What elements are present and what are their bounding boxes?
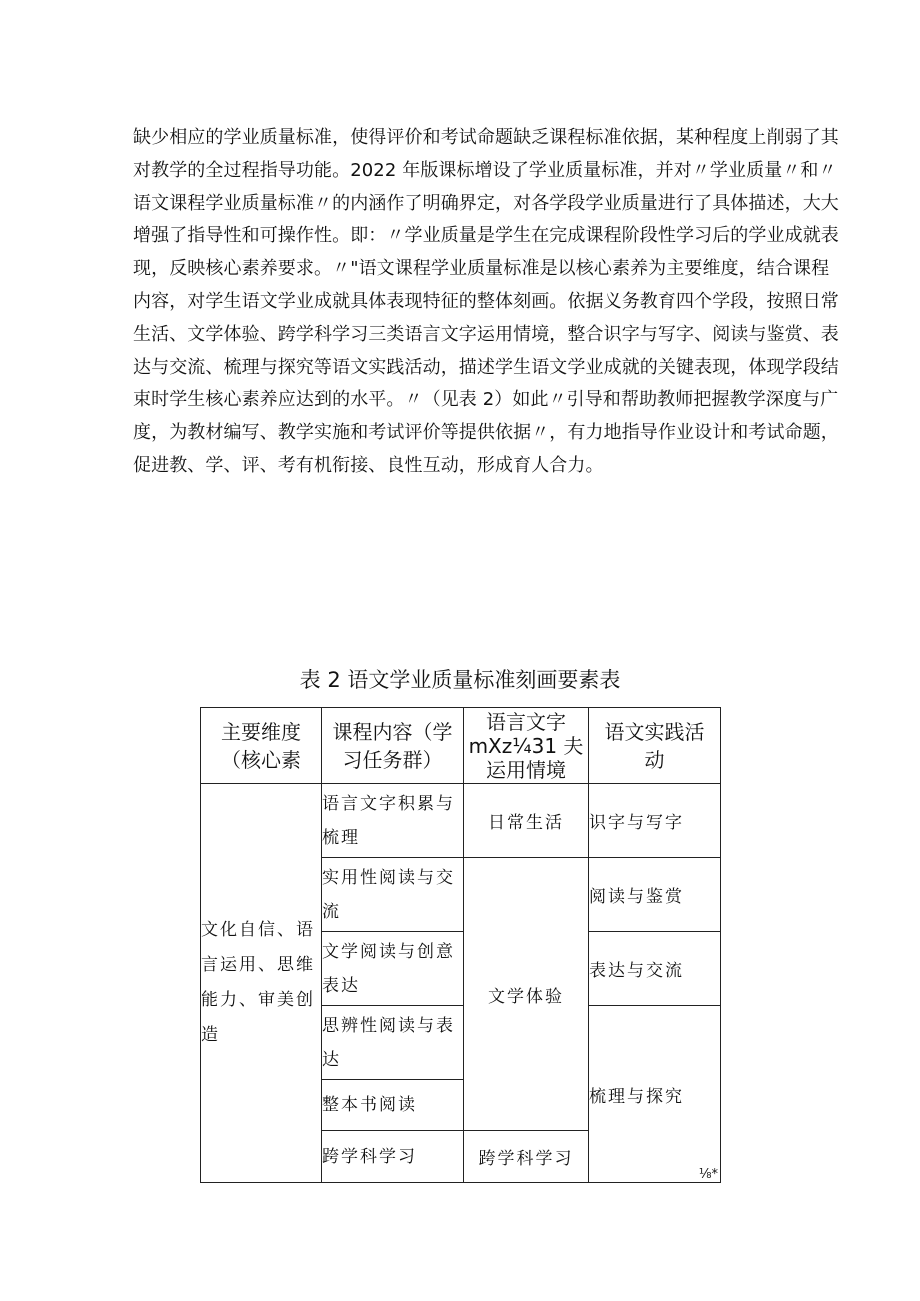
paragraph-line: 现，反映核心素养要求。〃"语文课程学业质量标准是以核心素养为主要维度，结合课程 [133,258,830,280]
content-cell: 跨学科学习 [322,1131,464,1183]
paragraph-line: 内容，对学生语文学业成就具体表现特征的整体刻画。依据义务教育四个学段，按照日常 [133,290,839,312]
header-context: 语言文字 mXz¼31 夫 运用情境 [464,708,589,784]
paragraph-line: 生活、文学体验、跨学科学习三类语言文字运用情境，整合识字与写字、阅读与鉴赏、表 [133,323,839,345]
dimension-cell: 文化自信、语言运用、思维能力、审美创造 [201,784,322,1183]
context-cell: 跨学科学习 [464,1131,589,1183]
quality-standard-table [200,707,721,1183]
practice-cell: 阅读与鉴赏 [589,858,721,932]
paragraph-line: 束时学生核心素养应达到的水平。〃（见表 2）如此〃引导和帮助教师把握教学深度与广 [133,389,839,411]
context-cell: 日常生活 [464,784,589,858]
practice-label: 梳理与探究 [589,1086,684,1107]
context-cell: 文学体验 [464,858,589,1131]
corner-mark: ⅛* [698,1167,718,1182]
paragraph-line: 增强了指导性和可操作性。即：〃学业质量是学生在完成课程阶段性学习后的学业成就表 [133,225,839,247]
practice-cell [589,1006,721,1183]
table-caption: 表 2 语文学业质量标准刻画要素表 [299,668,621,692]
paragraph-line: 缺少相应的学业质量标准，使得评价和考试命题缺乏课程标准依据，某种程度上削弱了其 [133,127,839,148]
header-dimension: 主要维度 （核心素 [201,708,322,784]
content-cell: 语言文字积累与梳理 [322,784,464,858]
paragraph-line: 对教学的全过程指导功能。2022 年版课标增设了学业质量标准，并对〃学业质量〃和〃 [133,159,837,181]
table-row [201,784,721,858]
content-cell: 文学阅读与创意表达 [322,932,464,1006]
paragraph-line: 度，为教材编写、教学实施和考试评价等提供依据〃，有力地指导作业设计和考试命题， [133,422,839,444]
content-cell: 实用性阅读与交流 [322,858,464,932]
practice-cell: 表达与交流 [589,932,721,1006]
practice-cell: 识字与写字 [589,784,721,858]
content-cell: 整本书阅读 [322,1080,464,1131]
table-header-row [201,708,721,784]
content-cell: 思辨性阅读与表达 [322,1006,464,1080]
paragraph-line: 达与交流、梳理与探究等语文实践活动，描述学生语文学业成就的关键表现，体现学段结 [133,356,839,378]
header-content: 课程内容（学 习任务群） [322,708,464,784]
paragraph-line: 语文课程学业质量标准〃的内涵作了明确界定，对各学段学业质量进行了具体描述，大大 [133,192,839,214]
paragraph-line: 促进教、学、评、考有机衔接、良性互动，形成育人合力。 [133,454,604,476]
body-paragraph [133,122,839,483]
header-practice: 语文实践活 动 [589,708,721,784]
